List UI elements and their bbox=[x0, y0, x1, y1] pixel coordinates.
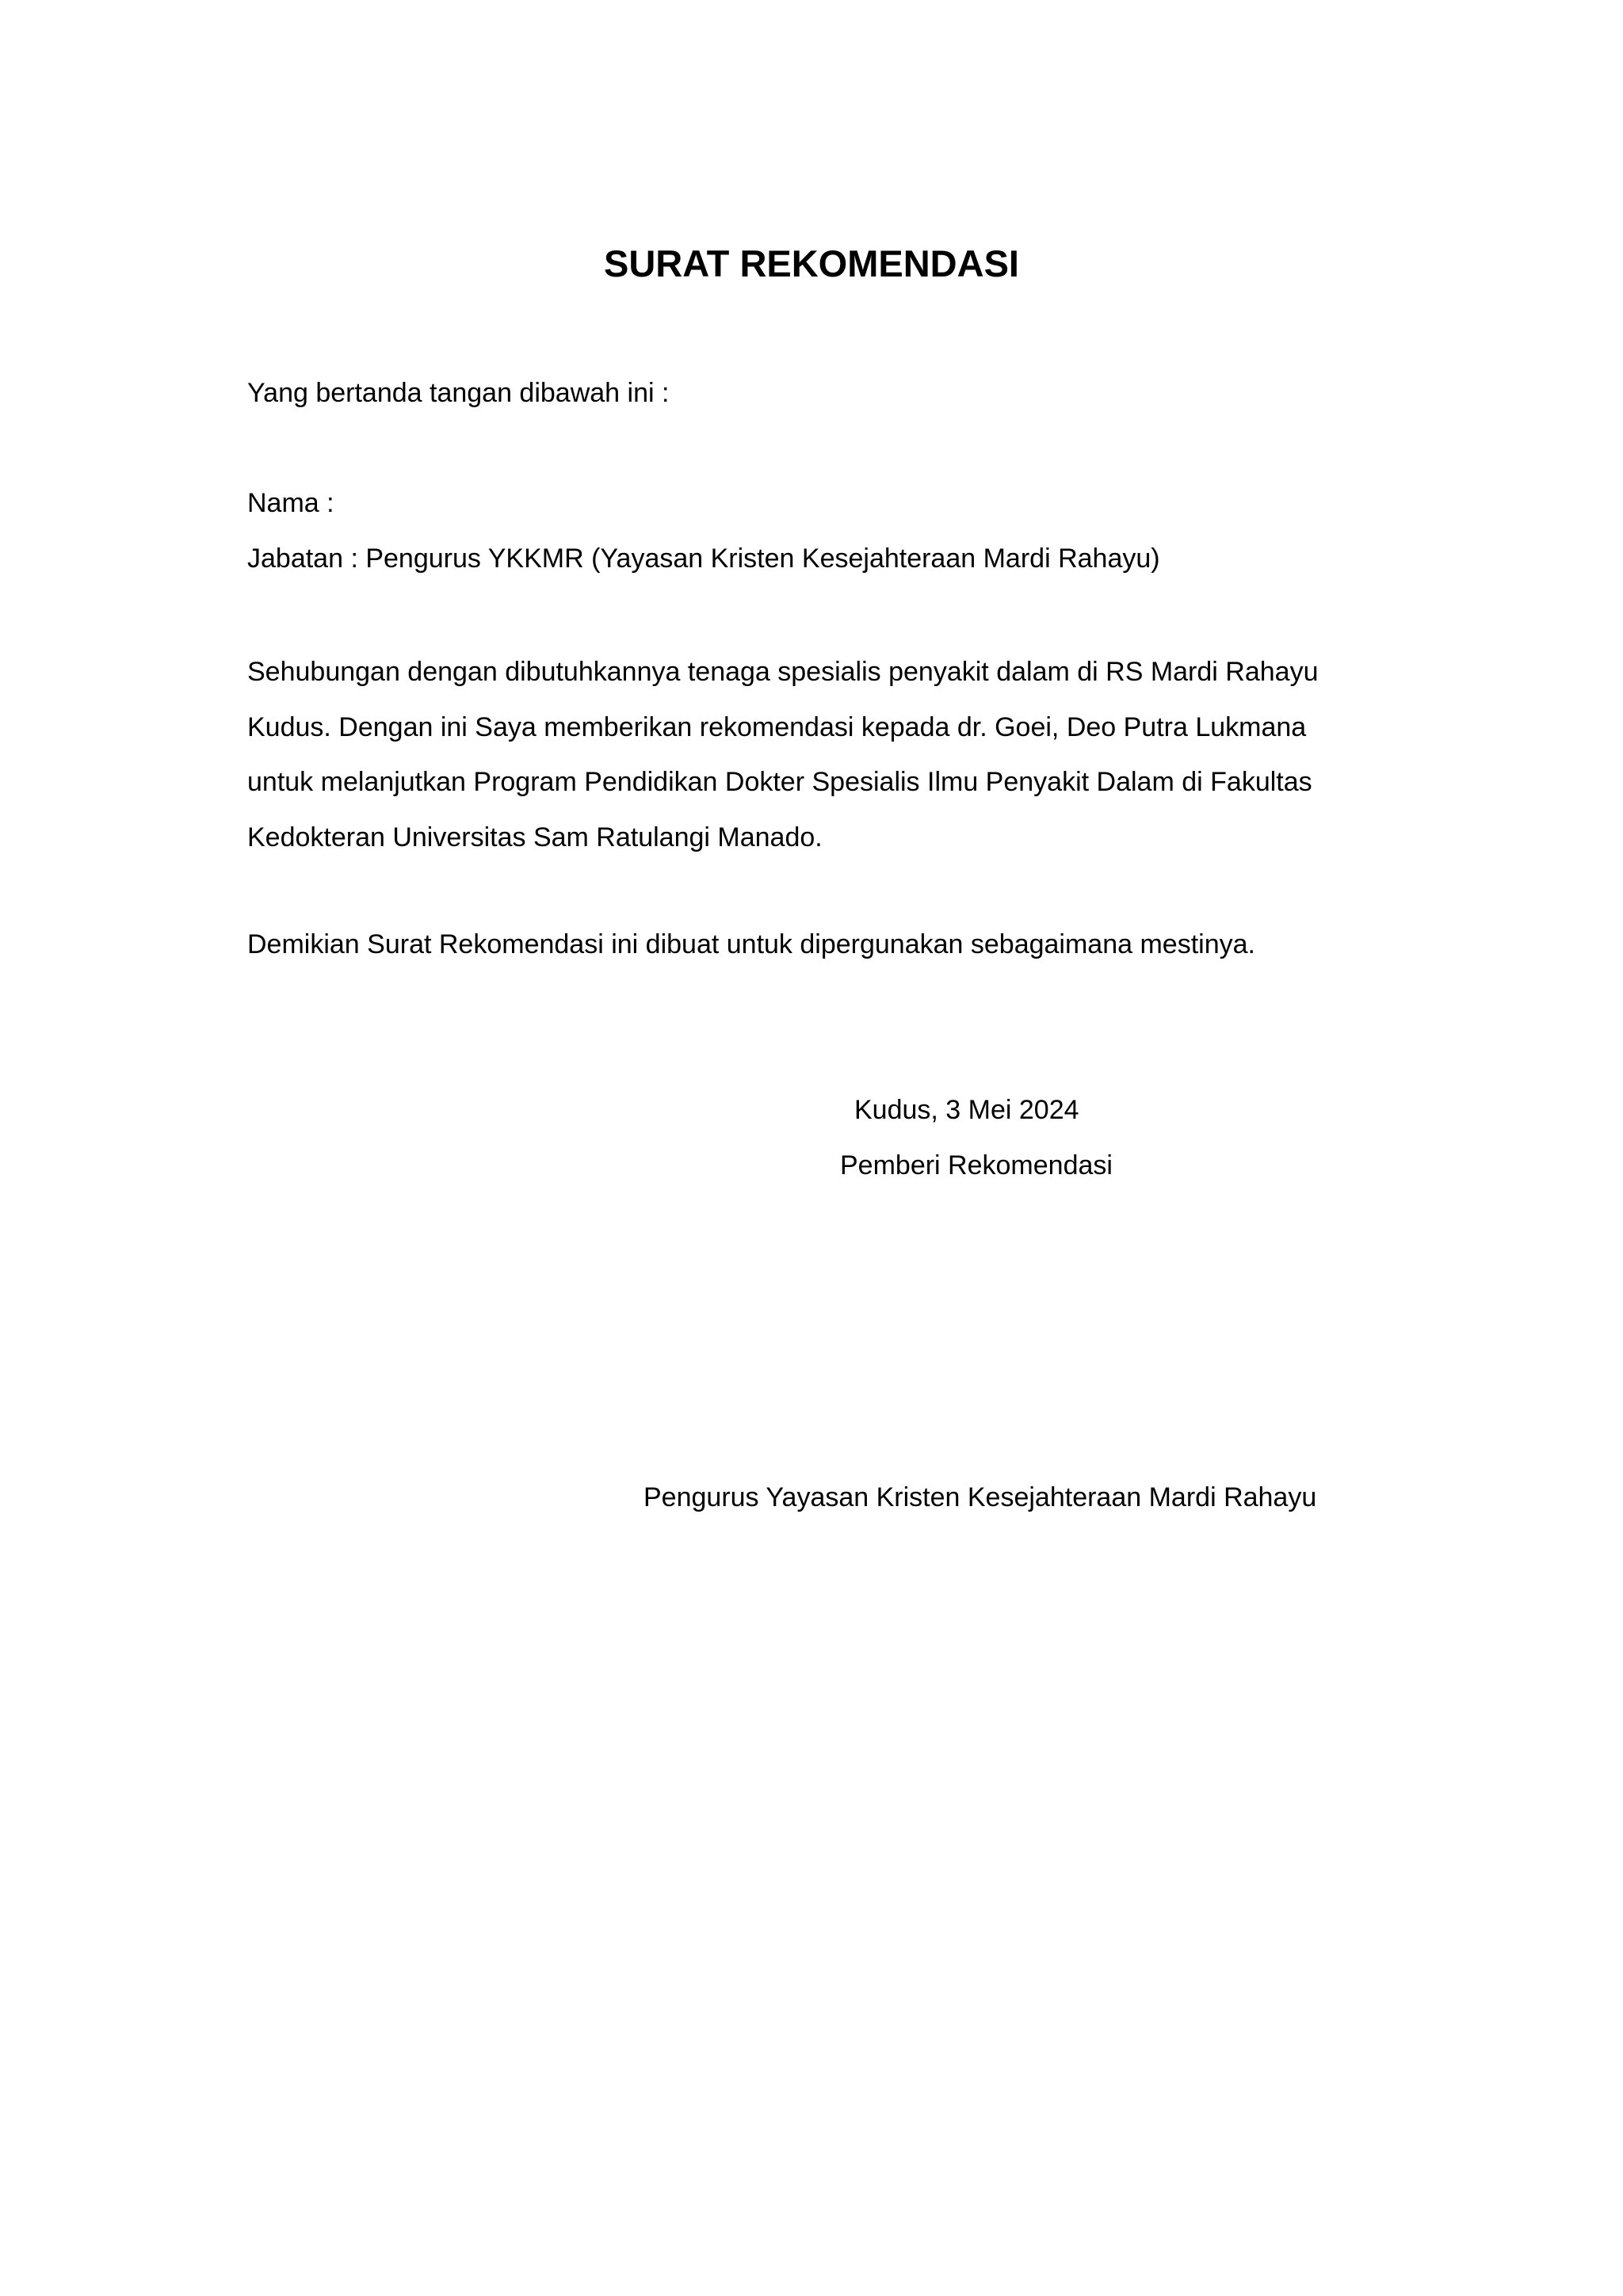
body-line-2: Kudus. Dengan ini Saya memberikan rekomendasi kepada dr. Goei, Deo Putra Lukmana bbox=[247, 711, 1307, 742]
body-line-1: Sehubungan dengan dibutuhkannya tenaga spesialis penyakit dalam di RS Mardi Rahayu bbox=[247, 657, 1319, 687]
field-nama: Nama : bbox=[247, 488, 334, 518]
closing-text: Demikian Surat Rekomendasi ini dibuat untuk dipergunakan sebagaimana mestinya. bbox=[247, 929, 1255, 959]
signature-role: Pemberi Rekomendasi bbox=[840, 1150, 1113, 1180]
body-line-4: Kedokteran Universitas Sam Ratulangi Manado. bbox=[247, 822, 823, 852]
letter-title: SURAT REKOMENDASI bbox=[604, 242, 1019, 284]
signature-place-date: Kudus, 3 Mei 2024 bbox=[854, 1095, 1079, 1125]
signature-name: Pengurus Yayasan Kristen Kesejahteraan Mardi Rahayu bbox=[643, 1482, 1317, 1512]
body-line-3: untuk melanjutkan Program Pendidikan Dokter Spesialis Ilmu Penyakit Dalam di Fakultas bbox=[247, 767, 1312, 797]
intro-text: Yang bertanda tangan dibawah ini : bbox=[247, 378, 670, 408]
body-paragraph bbox=[247, 645, 1388, 865]
field-jabatan: Jabatan : Pengurus YKKMR (Yayasan Kristen Kesejahteraan Mardi Rahayu) bbox=[247, 543, 1160, 574]
